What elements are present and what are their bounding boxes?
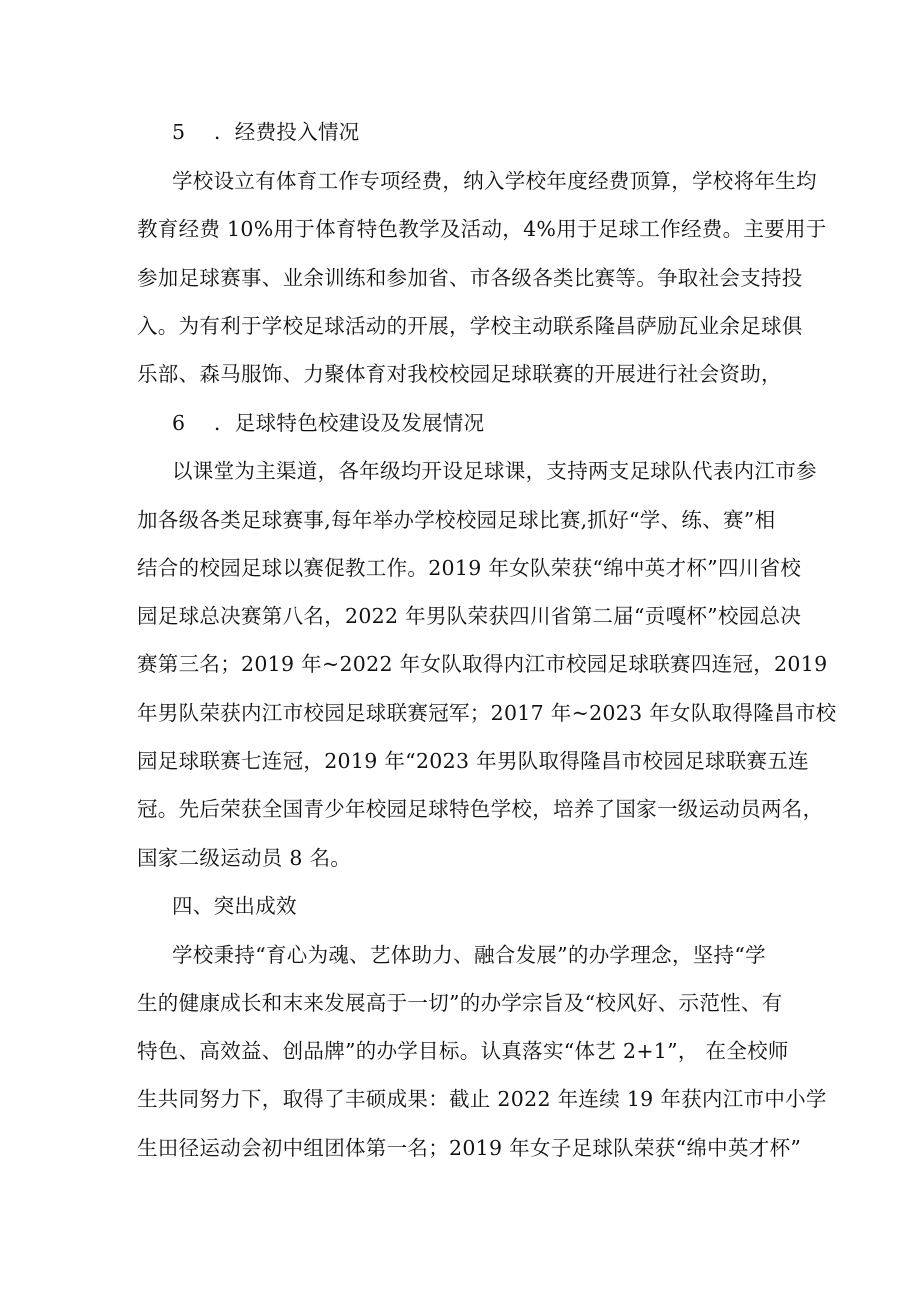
section-6-heading: [172, 408, 832, 438]
paragraph-line: 园足球总决赛第八名，2022 年男队荣获四川省第二届“贡嘎杯”校园总决: [137, 604, 802, 628]
paragraph-line: 学校秉持“育心为魂、艺体助力、融合发展”的办学理念，坚持“学: [172, 943, 766, 967]
paragraph-line: 加各级各类足球赛事,每年举办学校校园足球比赛,抓好“学、练、赛”相: [137, 508, 776, 532]
paragraph-line: 特色、高效益、创品牌”的办学目标。认真落实“体艺 2+1”， 在全校师: [137, 1039, 789, 1063]
section-6-title: ．足球特色校建设及发展情况: [214, 411, 485, 435]
paragraph-line: 乐部、森马服饰、力聚体育对我校校园足球联赛的开展进行社会资助，: [137, 362, 782, 386]
paragraph-line: 国家二级运动员 8 名。: [137, 846, 352, 870]
section-5-title: ．经费投入情况: [214, 120, 360, 144]
paragraph-line: 赛第三名；2019 年~2022 年女队取得内江市校园足球联赛四连冠，2019: [137, 652, 828, 676]
paragraph-line: 入。为有利于学校足球活动的开展，学校主动联系隆昌萨励瓦业余足球俱: [137, 314, 803, 338]
paragraph-line: 生共同努力下，取得了丰硕成果：截止 2022 年连续 19 年获内江市中小学: [137, 1087, 827, 1111]
paragraph-line: 生的健康成长和末来发展高于一切”的办学宗旨及“校风好、示范性、有: [137, 991, 783, 1015]
paragraph-line: 冠。先后荣获全国青少年校园足球特色学校，培养了国家一级运动员两名，: [137, 797, 824, 821]
section-5-number: 5: [172, 120, 186, 144]
paragraph-line: 学校设立有体育工作专项经费，纳入学校年度经费顶算，学校将年生均: [172, 169, 817, 193]
section-5-heading: [172, 117, 832, 147]
paragraph-line: 结合的校园足球以赛促教工作。2019 年女队荣获“绵中英才杯”四川省校: [137, 556, 802, 580]
paragraph-line: 以课堂为主渠道，各年级均开设足球课，支持两支足球队代表内江市参: [172, 459, 817, 483]
paragraph-line: 年男队荣获内江市校园足球联赛冠军；2017 年~2023 年女队取得隆昌市校: [137, 701, 837, 725]
paragraph-line: 参加足球赛事、业余训练和参加省、市各级各类比赛等。争取社会支持投: [137, 266, 803, 290]
section-6-number: 6: [172, 411, 186, 435]
paragraph-line: 教育经费 10%用于体育特色教学及活动，4%用于足球工作经费。主要用于: [137, 217, 827, 241]
section-4-heading: 四、突出成效: [172, 894, 297, 918]
paragraph-line: 园足球联赛七连冠，2019 年“2023 年男队取得隆昌市校园足球联赛五连: [137, 749, 809, 773]
paragraph-line: 生田径运动会初中组团体第一名；2019 年女子足球队荣获“绵中英才杯”: [137, 1136, 802, 1160]
